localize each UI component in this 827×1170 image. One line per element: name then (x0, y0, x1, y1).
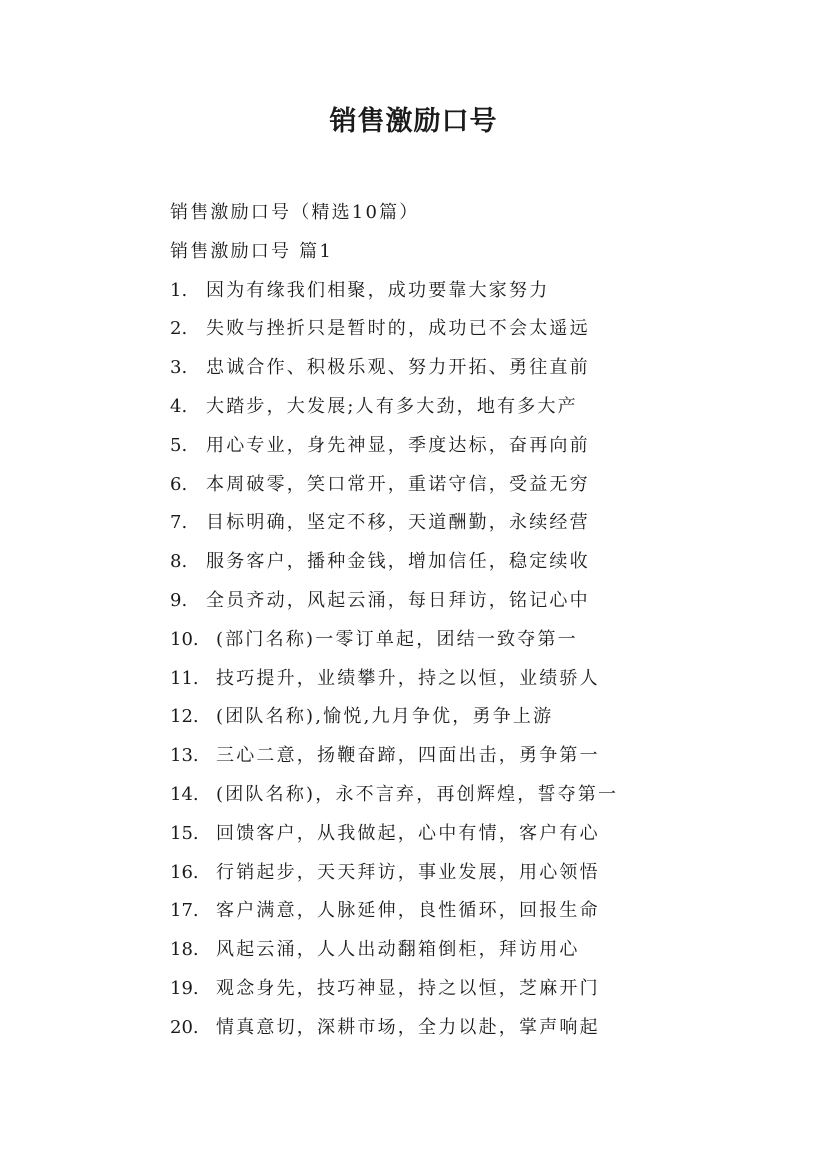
slogan-number: 10. (170, 628, 199, 650)
slogan-item (170, 698, 810, 737)
slogan-number: 12. (170, 706, 199, 728)
slogan-number: 5. (170, 434, 188, 456)
slogan-number: 18. (170, 939, 199, 961)
slogan-number: 20. (170, 1016, 199, 1038)
slogan-item (170, 582, 810, 621)
slogan-item (170, 272, 810, 311)
slogan-text: 目标明确，坚定不移，天道酬勤，永续经营 (206, 512, 590, 534)
slogan-item (170, 388, 810, 427)
slogan-number: 9. (170, 589, 188, 611)
slogan-item (170, 1009, 810, 1048)
document-title: 销售激励口号 (329, 106, 498, 137)
slogan-item (170, 892, 810, 931)
slogan-number: 11. (170, 667, 199, 689)
slogan-text: 风起云涌，人人出动翻箱倒柜，拜访用心 (216, 939, 580, 961)
slogan-item (170, 854, 810, 893)
slogan-item (170, 737, 810, 776)
slogan-number: 3. (170, 357, 188, 379)
slogan-number: 1. (170, 279, 188, 301)
slogan-number: 13. (170, 745, 199, 767)
slogan-text: 用心专业，身先神显，季度达标，奋再向前 (206, 434, 590, 456)
document-body (170, 194, 810, 1048)
slogan-text: (团队名称),愉悦,九月争优，勇争上游 (216, 706, 554, 728)
slogan-number: 4. (170, 395, 188, 417)
section-heading: 销售激励口号 篇1 (170, 240, 333, 262)
slogan-item (170, 660, 810, 699)
slogan-text: 失败与挫折只是暂时的，成功已不会太遥远 (206, 318, 590, 340)
slogan-number: 14. (170, 783, 199, 805)
slogan-number: 8. (170, 551, 188, 573)
slogan-text: 全员齐动，风起云涌，每日拜访，铭记心中 (206, 589, 590, 611)
slogan-text: 本周破零，笑口常开，重诺守信，受益无穷 (206, 473, 590, 495)
slogan-text: 忠诚合作、积极乐观、努力开拓、勇往直前 (206, 357, 590, 379)
slogan-text: 情真意切，深耕市场，全力以赴，掌声响起 (216, 1016, 600, 1038)
slogan-number: 2. (170, 318, 188, 340)
slogan-item (170, 349, 810, 388)
slogan-number: 17. (170, 900, 199, 922)
slogan-item (170, 310, 810, 349)
slogan-text: (部门名称)一零订单起，团结一致夺第一 (216, 628, 578, 650)
document-subtitle: 销售激励口号（精选10篇） (170, 202, 420, 223)
slogan-number: 19. (170, 977, 199, 999)
slogan-text: 技巧提升，业绩攀升，持之以恒，业绩骄人 (216, 667, 600, 689)
slogan-text: 观念身先，技巧神显，持之以恒，芝麻开门 (216, 977, 600, 999)
slogan-item (170, 970, 810, 1009)
slogan-item (170, 621, 810, 660)
slogan-text: 大踏步，大发展;人有多大劲，地有多大产 (206, 395, 578, 417)
slogan-item (170, 815, 810, 854)
slogan-item (170, 776, 810, 815)
slogan-item (170, 427, 810, 466)
slogan-text: 客户满意，人脉延伸，良性循环，回报生命 (216, 900, 600, 922)
slogan-item (170, 466, 810, 505)
slogan-number: 7. (170, 512, 188, 534)
slogan-text: 服务客户，播种金钱，增加信任，稳定续收 (206, 551, 590, 573)
slogan-text: 三心二意，扬鞭奋蹄，四面出击，勇争第一 (216, 745, 600, 767)
slogan-item (170, 931, 810, 970)
slogan-text: 行销起步，天天拜访，事业发展，用心领悟 (216, 861, 600, 883)
slogan-number: 6. (170, 473, 188, 495)
slogan-item (170, 543, 810, 582)
slogan-text: 因为有缘我们相聚，成功要靠大家努力 (206, 279, 550, 301)
slogan-text: (团队名称)，永不言弃，再创辉煌，誓夺第一 (216, 783, 619, 805)
slogan-item (170, 504, 810, 543)
slogan-number: 15. (170, 822, 199, 844)
slogan-number: 16. (170, 861, 199, 883)
slogan-text: 回馈客户，从我做起，心中有情，客户有心 (216, 822, 600, 844)
